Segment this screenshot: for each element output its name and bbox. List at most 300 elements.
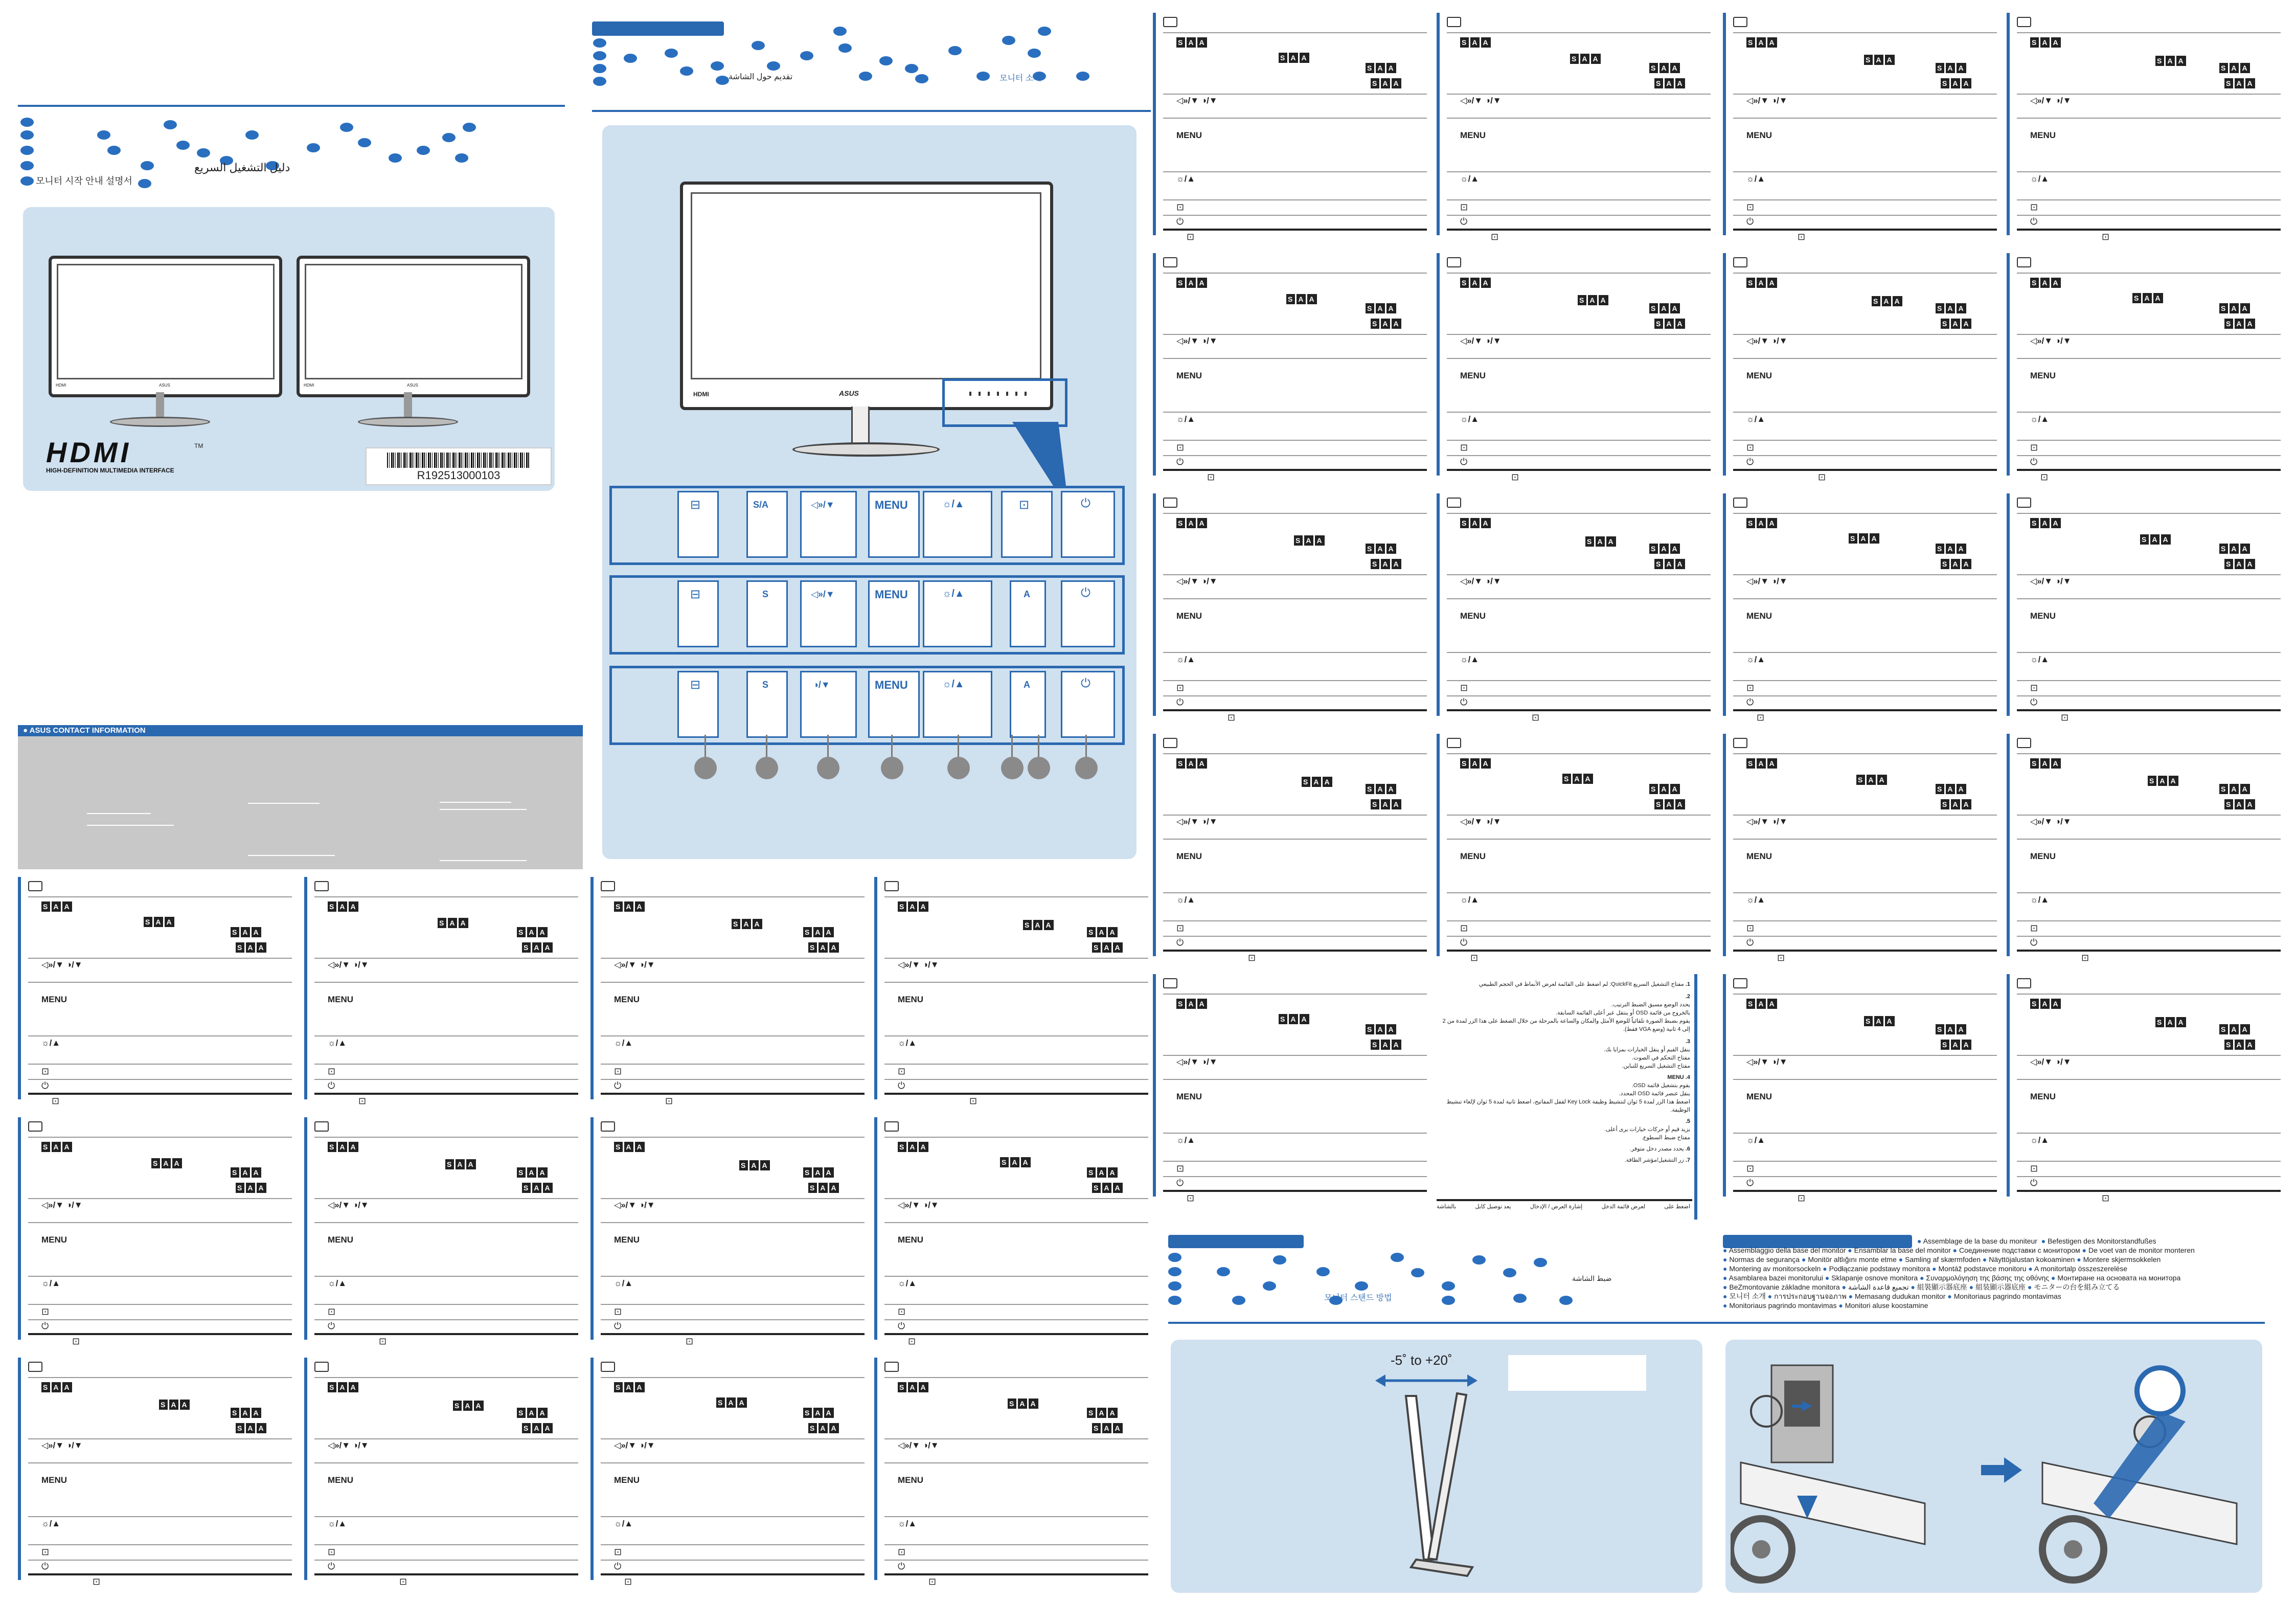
button-description-card: [304, 1117, 578, 1346]
splendid-key-set: S A A: [803, 1408, 835, 1418]
input-icon: ⊡: [1470, 953, 1479, 963]
splendid-key-set: S A A: [1936, 63, 1968, 73]
button-description-card: [1723, 974, 1997, 1203]
splendid-key-set: S A A: [803, 1167, 835, 1178]
menu-label: MENU: [2030, 371, 2056, 380]
splendid-key-set: S A A: [1562, 774, 1595, 784]
splendid-key-set: S A A: [1936, 1024, 1968, 1034]
splendid-key-set: S A A: [1746, 37, 1779, 48]
button-description-card: [1723, 253, 1997, 482]
volume-contrast-label: ◁»/▼ ◑/▼: [2030, 96, 2072, 105]
btn-r2-volume[interactable]: ◁»/▼: [800, 580, 857, 647]
splendid-key-set: S A A: [1176, 758, 1209, 769]
btn-r3-power[interactable]: ⏻: [1061, 671, 1115, 738]
menu-label: MENU: [614, 1235, 640, 1245]
power-icon: ⏻: [1176, 937, 1184, 948]
button-description-card: [1437, 734, 1711, 963]
volume-contrast-label: ◁»/▼ ◑/▼: [898, 1440, 939, 1450]
volume-contrast-label: ◁»/▼ ◑/▼: [1176, 336, 1218, 346]
splendid-key-set: S A A: [2030, 518, 2062, 528]
volume-contrast-label: ◁»/▼ ◑/▼: [41, 960, 83, 969]
input-icon: ⊡: [1532, 712, 1540, 723]
menu-label: MENU: [1460, 371, 1486, 380]
splendid-key-set: S A A: [236, 942, 268, 953]
splendid-key-set: S A A: [236, 1423, 268, 1433]
brightness-label: ☼/▲: [1460, 895, 1480, 905]
tilt-callout: [1508, 1355, 1646, 1391]
splendid-key-set: S A A: [2219, 1024, 2252, 1034]
tilt-illustration: [1171, 1340, 1702, 1593]
menu-label: MENU: [2030, 851, 2056, 861]
input-icon: ⊡: [41, 1547, 50, 1557]
intro-monitor: HDMI ASUS: [680, 182, 1053, 410]
splendid-key-set: S A A: [1366, 784, 1398, 794]
menu-label: MENU: [1460, 130, 1486, 140]
volume-contrast-label: ◁»/▼ ◑/▼: [1746, 1057, 1788, 1067]
splendid-key-set: S A A: [2140, 534, 2172, 545]
button-description-card: [590, 1117, 865, 1346]
volume-contrast-label: ◁»/▼ ◑/▼: [1176, 1057, 1218, 1067]
splendid-key-set: S A A: [517, 1408, 549, 1418]
volume-contrast-label: ◁»/▼ ◑/▼: [328, 960, 369, 969]
brightness-label: ☼/▲: [328, 1038, 347, 1048]
splendid-key-set: S A A: [614, 1382, 646, 1392]
quickfit-icon: [2017, 978, 2031, 988]
menu-label: MENU: [41, 1475, 67, 1485]
volume-contrast-label: ◁»/▼ ◑/▼: [614, 960, 655, 969]
volume-contrast-label: ◁»/▼ ◑/▼: [2030, 576, 2072, 586]
volume-contrast-label: ◁»/▼ ◑/▼: [328, 1440, 369, 1450]
splendid-key-set: S A A: [1941, 799, 1973, 809]
splendid-key-set: S A A: [231, 1167, 263, 1178]
menu-label: MENU: [41, 1235, 67, 1245]
menu-label: MENU: [1460, 611, 1486, 621]
brightness-label: ☼/▲: [1176, 895, 1196, 905]
btn-r2-quickfit[interactable]: ⊟: [677, 580, 719, 647]
btn-r3-quickfit[interactable]: ⊟: [677, 671, 719, 738]
brightness-label: ☼/▲: [41, 1519, 61, 1528]
input-icon: ⊡: [1757, 712, 1765, 723]
splendid-key-set: S A A: [41, 1142, 74, 1152]
volume-contrast-label: ◁»/▼ ◑/▼: [614, 1200, 655, 1210]
brightness-label: ☼/▲: [41, 1278, 61, 1288]
power-icon: ⏻: [898, 1321, 905, 1331]
splendid-key-set: S A A: [2224, 78, 2257, 88]
input-icon: ⊡: [1460, 202, 1468, 212]
splendid-key-set: S A A: [1279, 1014, 1311, 1024]
brightness-label: ☼/▲: [328, 1278, 347, 1288]
volume-contrast-label: ◁»/▼ ◑/▼: [1460, 817, 1502, 826]
input-icon: ⊡: [1227, 712, 1236, 723]
splendid-key-set: S A A: [1746, 999, 1779, 1009]
cover-arabic-title: دليل التشغيل السريع: [194, 161, 290, 174]
btn-r1-quickfit[interactable]: ⊟: [677, 491, 719, 558]
brightness-label: ☼/▲: [1176, 1135, 1196, 1145]
brightness-label: ☼/▲: [1460, 655, 1480, 664]
power-icon: ⏻: [614, 1561, 622, 1571]
splendid-key-set: S A A: [522, 1423, 554, 1433]
brightness-label: ☼/▲: [1746, 895, 1766, 905]
splendid-key-set: S A A: [1087, 1167, 1119, 1178]
input-icon: ⊡: [898, 1306, 906, 1317]
splendid-key-set: S A A: [1941, 1040, 1973, 1050]
button-description-card: [1153, 253, 1427, 482]
quickfit-icon: [2017, 257, 2031, 267]
menu-label: MENU: [1746, 130, 1772, 140]
arabic-card: 1. مفتاح التشغيل السريع QuickFit: لم اضغط على القائمة لعرض الأنماط في الحجم الطبيعي 2. يحدد الوضع مسبق الضبط الترتيب. بالخروج من قائمة OSD أو ينتقل عبر أعلى القائمة السابقة. يقوم بضبط الصورة تلقائياً للوضع الأمثل والمكان والساعة بالمرحلة من خلال الضغط على هذا الزر لمدة من 2 إلى 4 ثانية (وضع VGA فقط). 3. ينقل القيم أو ينقل الخيارات بمزايا بك. مفتاح التحكم في الصوت. مفتاح التشغيل السريع للتباين. 4. MENU يقوم بتشغيل قائمة OSD. ينقل عنصر قائمة OSD المحدد. اضغط هذا الزر لمدة 5 ثوان لتنشيط وظيفة Key Lock لقفل المفاتيح، اضغط ثانية لمدة 5 ثوان لإلغاء تنشيط الوظيفة. 5. يزيد قيم أو حركات خيارات يرى أعلى. مفتاح ضبط السطوع. 6. يحدد مصدر دخل متوفر. 7. زر التشغيل/مؤشر الطاقة. اضغط على لعرض قائمة الدخل إشارة العرض / الإدخال يعد توصيل كابل بالشاشة: [1437, 974, 1697, 1220]
button-description-card: [1723, 493, 1997, 723]
splendid-key-set: S A A: [898, 1142, 930, 1152]
intro-korean-label: 모니터 소개: [999, 74, 1041, 83]
brightness-label: ☼/▲: [898, 1278, 917, 1288]
volume-contrast-label: ◁»/▼ ◑/▼: [1746, 576, 1788, 586]
btn-r2-splendid[interactable]: S: [746, 580, 788, 647]
input-icon: ⊡: [52, 1096, 60, 1106]
input-icon: ⊡: [2040, 472, 2049, 482]
splendid-key-set: S A A: [2030, 37, 2062, 48]
btn-r1-input[interactable]: ⊡: [1001, 491, 1053, 558]
btn-r3-splendid[interactable]: S: [746, 671, 788, 738]
input-icon: ⊡: [93, 1576, 101, 1587]
input-icon: ⊡: [1176, 683, 1185, 693]
splendid-key-set: S A A: [41, 901, 74, 912]
intro-arabic-label: تقديم حول الشاشة: [729, 73, 793, 81]
btn-r1-power[interactable]: ⏻: [1061, 491, 1115, 558]
brightness-label: ☼/▲: [1746, 174, 1766, 184]
quickfit-icon: [601, 1362, 615, 1372]
stand-header-bar: [1168, 1235, 1304, 1248]
volume-contrast-label: ◁»/▼ ◑/▼: [2030, 336, 2072, 346]
btn-r1-menu[interactable]: MENU: [868, 491, 920, 558]
btn-r1-volume[interactable]: ◁»/▼: [800, 491, 857, 558]
power-icon: ⏻: [1460, 697, 1468, 707]
input-icon: ⊡: [2102, 232, 2110, 242]
input-icon: ⊡: [1511, 472, 1519, 482]
menu-label: MENU: [1176, 371, 1202, 380]
power-icon: ⏻: [2030, 1178, 2038, 1188]
splendid-key-set: S A A: [1460, 37, 1492, 48]
input-icon: ⊡: [2030, 442, 2038, 453]
menu-label: MENU: [1176, 851, 1202, 861]
menu-label: MENU: [328, 1235, 354, 1245]
splendid-key-set: S A A: [803, 927, 835, 937]
splendid-key-set: S A A: [1849, 533, 1881, 544]
power-icon: ⏻: [2030, 457, 2038, 467]
splendid-key-set: S A A: [453, 1401, 485, 1411]
button-description-card: [590, 877, 865, 1106]
splendid-key-set: S A A: [328, 901, 360, 912]
menu-label: MENU: [1176, 611, 1202, 621]
volume-contrast-label: ◁»/▼ ◑/▼: [2030, 817, 2072, 826]
menu-label: MENU: [1460, 851, 1486, 861]
input-icon: ⊡: [2030, 1163, 2038, 1174]
brightness-label: ☼/▲: [1460, 174, 1480, 184]
callout-triangle: [1002, 422, 1069, 488]
btn-r2-power[interactable]: ⏻: [1061, 580, 1115, 647]
btn-r3-brightness[interactable]: ☼/▲: [923, 671, 992, 738]
splendid-key-set: S A A: [2030, 278, 2062, 288]
splendid-key-set: S A A: [1872, 296, 1904, 306]
splendid-key-set: S A A: [1000, 1157, 1032, 1167]
menu-label: MENU: [898, 1475, 924, 1485]
splendid-key-set: S A A: [2219, 544, 2252, 554]
splendid-key-set: S A A: [1371, 559, 1403, 569]
splendid-key-set: S A A: [2030, 758, 2062, 769]
input-icon: ⊡: [1176, 923, 1185, 933]
splendid-key-set: S A A: [1460, 278, 1492, 288]
splendid-key-set: S A A: [1936, 303, 1968, 313]
button-description-card: [2007, 13, 2281, 242]
quickfit-icon: [601, 881, 615, 891]
button-description-card: [304, 877, 578, 1106]
splendid-key-set: S A A: [2155, 56, 2188, 66]
input-icon: ⊡: [614, 1066, 622, 1076]
splendid-key-set: S A A: [1294, 535, 1326, 546]
button-description-card: [2007, 253, 2281, 482]
input-icon: ⊡: [1746, 202, 1755, 212]
input-icon: ⊡: [1818, 472, 1826, 482]
input-icon: ⊡: [908, 1336, 916, 1346]
splendid-key-set: S A A: [328, 1382, 360, 1392]
quickfit-icon: [28, 1121, 42, 1132]
stand-rule: [1168, 1322, 1723, 1324]
splendid-key-set: S A A: [1302, 777, 1334, 787]
splendid-key-set: S A A: [159, 1400, 191, 1410]
input-icon: ⊡: [1798, 1193, 1806, 1203]
brightness-label: ☼/▲: [898, 1038, 917, 1048]
brightness-label: ☼/▲: [1746, 414, 1766, 424]
brightness-label: ☼/▲: [614, 1519, 633, 1528]
splendid-key-set: S A A: [151, 1158, 184, 1168]
button-description-card: [1723, 13, 1997, 242]
splendid-key-set: S A A: [716, 1397, 748, 1408]
splendid-key-set: S A A: [144, 917, 176, 927]
power-icon: ⏻: [898, 1561, 905, 1571]
quickfit-icon: [1447, 498, 1461, 508]
btn-r2-brightness[interactable]: ☼/▲: [923, 580, 992, 647]
input-icon: ⊡: [1176, 442, 1185, 453]
splendid-key-set: S A A: [231, 927, 263, 937]
power-icon: ⏻: [1746, 697, 1754, 707]
splendid-key-set: S A A: [1746, 518, 1779, 528]
btn-r1-splendid[interactable]: S/A: [746, 491, 788, 558]
menu-label: MENU: [328, 995, 354, 1004]
splendid-key-set: S A A: [1654, 78, 1687, 88]
input-icon: ⊡: [1746, 1163, 1755, 1174]
cover-monitor-left: HDMI ASUS: [49, 256, 282, 397]
splendid-key-set: S A A: [1941, 78, 1973, 88]
input-icon: ⊡: [614, 1306, 622, 1317]
quickfit-icon: [2017, 498, 2031, 508]
brightness-label: ☼/▲: [1176, 655, 1196, 664]
splendid-key-set: S A A: [1649, 784, 1681, 794]
quickfit-icon: [884, 1121, 899, 1132]
splendid-key-set: S A A: [898, 1382, 930, 1392]
splendid-key-set: S A A: [522, 942, 554, 953]
input-icon: ⊡: [614, 1547, 622, 1557]
quickfit-icon: [314, 1362, 329, 1372]
splendid-key-set: S A A: [1176, 37, 1209, 48]
menu-label: MENU: [1746, 611, 1772, 621]
button-description-card: [1153, 734, 1427, 963]
volume-contrast-label: ◁»/▼ ◑/▼: [2030, 1057, 2072, 1067]
assembly-language-list: ● Assemblage de la base du moniteur ● Befestigen des Monitorstandfußes ● Assemblaggio della base del monitor ● Ensamblar la base del monitor ● Соединение подставки с монитором ● De voet van de monitor monteren ● Normas de segurança ● Monitör altlığını monte etme ● Samling af skærmfoden ● Näyttöjalustan kokoaminen ● Montere skjermsokkelen ● Montering av monitorsockeln ● Podłączanie podstawy monitora ● Montáž podstavce monitoru ● A monitortalp összeszerelése ● Asamblarea bazei monitorului ● Sklapanje osnove monitora ● Συναρμολόγηση της βάσης της οθόνης ● Монтиране на основата на монитора ● BeZmontovanie základne monitora ● تجميع قاعدة الشاشة ● 組裝顯示器底座 ● 組装顯示器底座 ● モニターの台を組み立てる ● 모니터 소개 ● การประกอบฐานจอภาพ ● Memasang dudukan monitor ● Monitoriaus pagrindo montavimas ● Monitoriaus pagrindo montavimas ● Monitori aluse koostamine: [1723, 1237, 2195, 1310]
assembly-illustration: [1725, 1340, 2262, 1593]
menu-label: MENU: [328, 1475, 354, 1485]
hdmi-logo: HDMI HIGH-DEFINITION MULTIMEDIA INTERFACE: [46, 436, 174, 474]
button-highlight-box: [942, 378, 1067, 427]
splendid-key-set: S A A: [2224, 559, 2257, 569]
input-icon: ⊡: [1798, 232, 1806, 242]
splendid-key-set: S A A: [2224, 1040, 2257, 1050]
contact-body: [18, 736, 583, 869]
brightness-label: ☼/▲: [1460, 414, 1480, 424]
button-description-card: [874, 1117, 1148, 1346]
button-description-card: [1153, 974, 1427, 1203]
btn-r3-auto[interactable]: A: [1010, 671, 1046, 738]
input-icon: ⊡: [1248, 953, 1256, 963]
splendid-key-set: S A A: [1864, 55, 1896, 65]
splendid-key-set: S A A: [1286, 294, 1319, 304]
brightness-label: ☼/▲: [2030, 655, 2050, 664]
input-icon: ⊡: [1187, 1193, 1195, 1203]
splendid-key-set: S A A: [2224, 799, 2257, 809]
quickfit-icon: [1733, 17, 1747, 27]
input-icon: ⊡: [1746, 683, 1755, 693]
splendid-key-set: S A A: [1087, 927, 1119, 937]
brightness-label: ☼/▲: [2030, 1135, 2050, 1145]
splendid-key-set: S A A: [1366, 1024, 1398, 1034]
splendid-key-set: S A A: [1176, 278, 1209, 288]
splendid-key-set: S A A: [517, 1167, 549, 1178]
splendid-key-set: S A A: [1176, 999, 1209, 1009]
splendid-key-set: S A A: [2219, 303, 2252, 313]
input-icon: ⊡: [328, 1066, 336, 1076]
power-icon: ⏻: [1176, 216, 1184, 227]
input-icon: ⊡: [1187, 232, 1195, 242]
cover-top-rule: [18, 105, 565, 107]
volume-contrast-label: ◁»/▼ ◑/▼: [328, 1200, 369, 1210]
cover-korean-title: 모니터 시작 안내 설명서: [36, 176, 132, 186]
power-icon: ⏻: [2030, 937, 2038, 948]
brightness-label: ☼/▲: [898, 1519, 917, 1528]
button-description-card: [1437, 13, 1711, 242]
input-icon: ⊡: [686, 1336, 694, 1346]
menu-label: MENU: [1176, 1092, 1202, 1101]
power-icon: ⏻: [1746, 457, 1754, 467]
brightness-label: ☼/▲: [614, 1038, 633, 1048]
splendid-key-set: S A A: [1936, 544, 1968, 554]
input-icon: ⊡: [1176, 202, 1185, 212]
input-icon: ⊡: [41, 1066, 50, 1076]
btn-r3-contrast[interactable]: ◑/▼: [800, 671, 857, 738]
button-description-card: [1437, 253, 1711, 482]
input-icon: ⊡: [928, 1576, 937, 1587]
splendid-key-set: S A A: [1092, 942, 1124, 953]
button-description-card: [18, 1358, 292, 1587]
quickfit-icon: [2017, 17, 2031, 27]
power-icon: ⏻: [41, 1561, 49, 1571]
button-description-card: [18, 877, 292, 1106]
input-icon: ⊡: [1460, 683, 1468, 693]
button-description-card: [18, 1117, 292, 1346]
volume-contrast-label: ◁»/▼ ◑/▼: [1460, 576, 1502, 586]
quickfit-icon: [1447, 17, 1461, 27]
power-icon: ⏻: [328, 1080, 335, 1091]
power-icon: ⏻: [1746, 216, 1754, 227]
input-icon: ⊡: [2061, 712, 2069, 723]
quickfit-icon: [1733, 978, 1747, 988]
power-icon: ⏻: [41, 1080, 49, 1091]
splendid-key-set: S A A: [1279, 53, 1311, 63]
brightness-label: ☼/▲: [2030, 895, 2050, 905]
input-icon: ⊡: [969, 1096, 977, 1106]
volume-contrast-label: ◁»/▼ ◑/▼: [41, 1440, 83, 1450]
volume-contrast-label: ◁»/▼ ◑/▼: [1176, 576, 1218, 586]
barcode: R192513000103: [366, 447, 552, 485]
splendid-key-set: S A A: [1366, 63, 1398, 73]
splendid-key-set: S A A: [1649, 63, 1681, 73]
input-icon: ⊡: [898, 1547, 906, 1557]
input-icon: ⊡: [358, 1096, 367, 1106]
power-icon: ⏻: [328, 1321, 335, 1331]
tilt-range-label: -5˚ to +20˚: [1391, 1352, 1452, 1368]
quickfit-icon: [1163, 978, 1177, 988]
btn-r2-auto[interactable]: A: [1010, 580, 1046, 647]
splendid-key-set: S A A: [1366, 544, 1398, 554]
quickfit-icon: [1163, 498, 1177, 508]
splendid-key-set: S A A: [1366, 303, 1398, 313]
splendid-key-set: S A A: [2148, 776, 2180, 786]
splendid-key-set: S A A: [1746, 758, 1779, 769]
splendid-key-set: S A A: [2219, 784, 2252, 794]
btn-r3-menu[interactable]: MENU: [868, 671, 920, 738]
input-icon: ⊡: [1746, 923, 1755, 933]
menu-label: MENU: [2030, 130, 2056, 140]
input-icon: ⊡: [2030, 923, 2038, 933]
assembly-step-2: [2032, 1350, 2257, 1590]
menu-label: MENU: [41, 995, 67, 1004]
cover-monitor-right: HDMI ASUS: [297, 256, 530, 397]
btn-r1-brightness[interactable]: ☼/▲: [923, 491, 992, 558]
input-icon: ⊡: [1491, 232, 1499, 242]
splendid-key-set: S A A: [2030, 999, 2062, 1009]
quickfit-icon: [1163, 738, 1177, 748]
input-icon: ⊡: [399, 1576, 407, 1587]
quickfit-icon: [884, 1362, 899, 1372]
quickfit-icon: [314, 881, 329, 891]
splendid-key-set: S A A: [1087, 1408, 1119, 1418]
quickfit-icon: [314, 1121, 329, 1132]
menu-label: MENU: [1176, 130, 1202, 140]
button-description-card: [2007, 974, 2281, 1203]
splendid-key-set: S A A: [808, 1423, 840, 1433]
splendid-key-set: S A A: [614, 901, 646, 912]
brightness-label: ☼/▲: [41, 1038, 61, 1048]
brightness-label: ☼/▲: [1746, 1135, 1766, 1145]
splendid-key-set: S A A: [1654, 559, 1687, 569]
button-description-card: [2007, 493, 2281, 723]
splendid-key-set: S A A: [1936, 784, 1968, 794]
splendid-key-set: S A A: [438, 918, 470, 928]
stand-korean-label: 모니터 스탠드 방법: [1324, 1294, 1392, 1302]
power-icon: ⏻: [41, 1321, 49, 1331]
quickfit-icon: [2017, 738, 2031, 748]
splendid-key-set: S A A: [41, 1382, 74, 1392]
splendid-key-set: S A A: [808, 1183, 840, 1193]
btn-r2-menu[interactable]: MENU: [868, 580, 920, 647]
splendid-key-set: S A A: [522, 1183, 554, 1193]
